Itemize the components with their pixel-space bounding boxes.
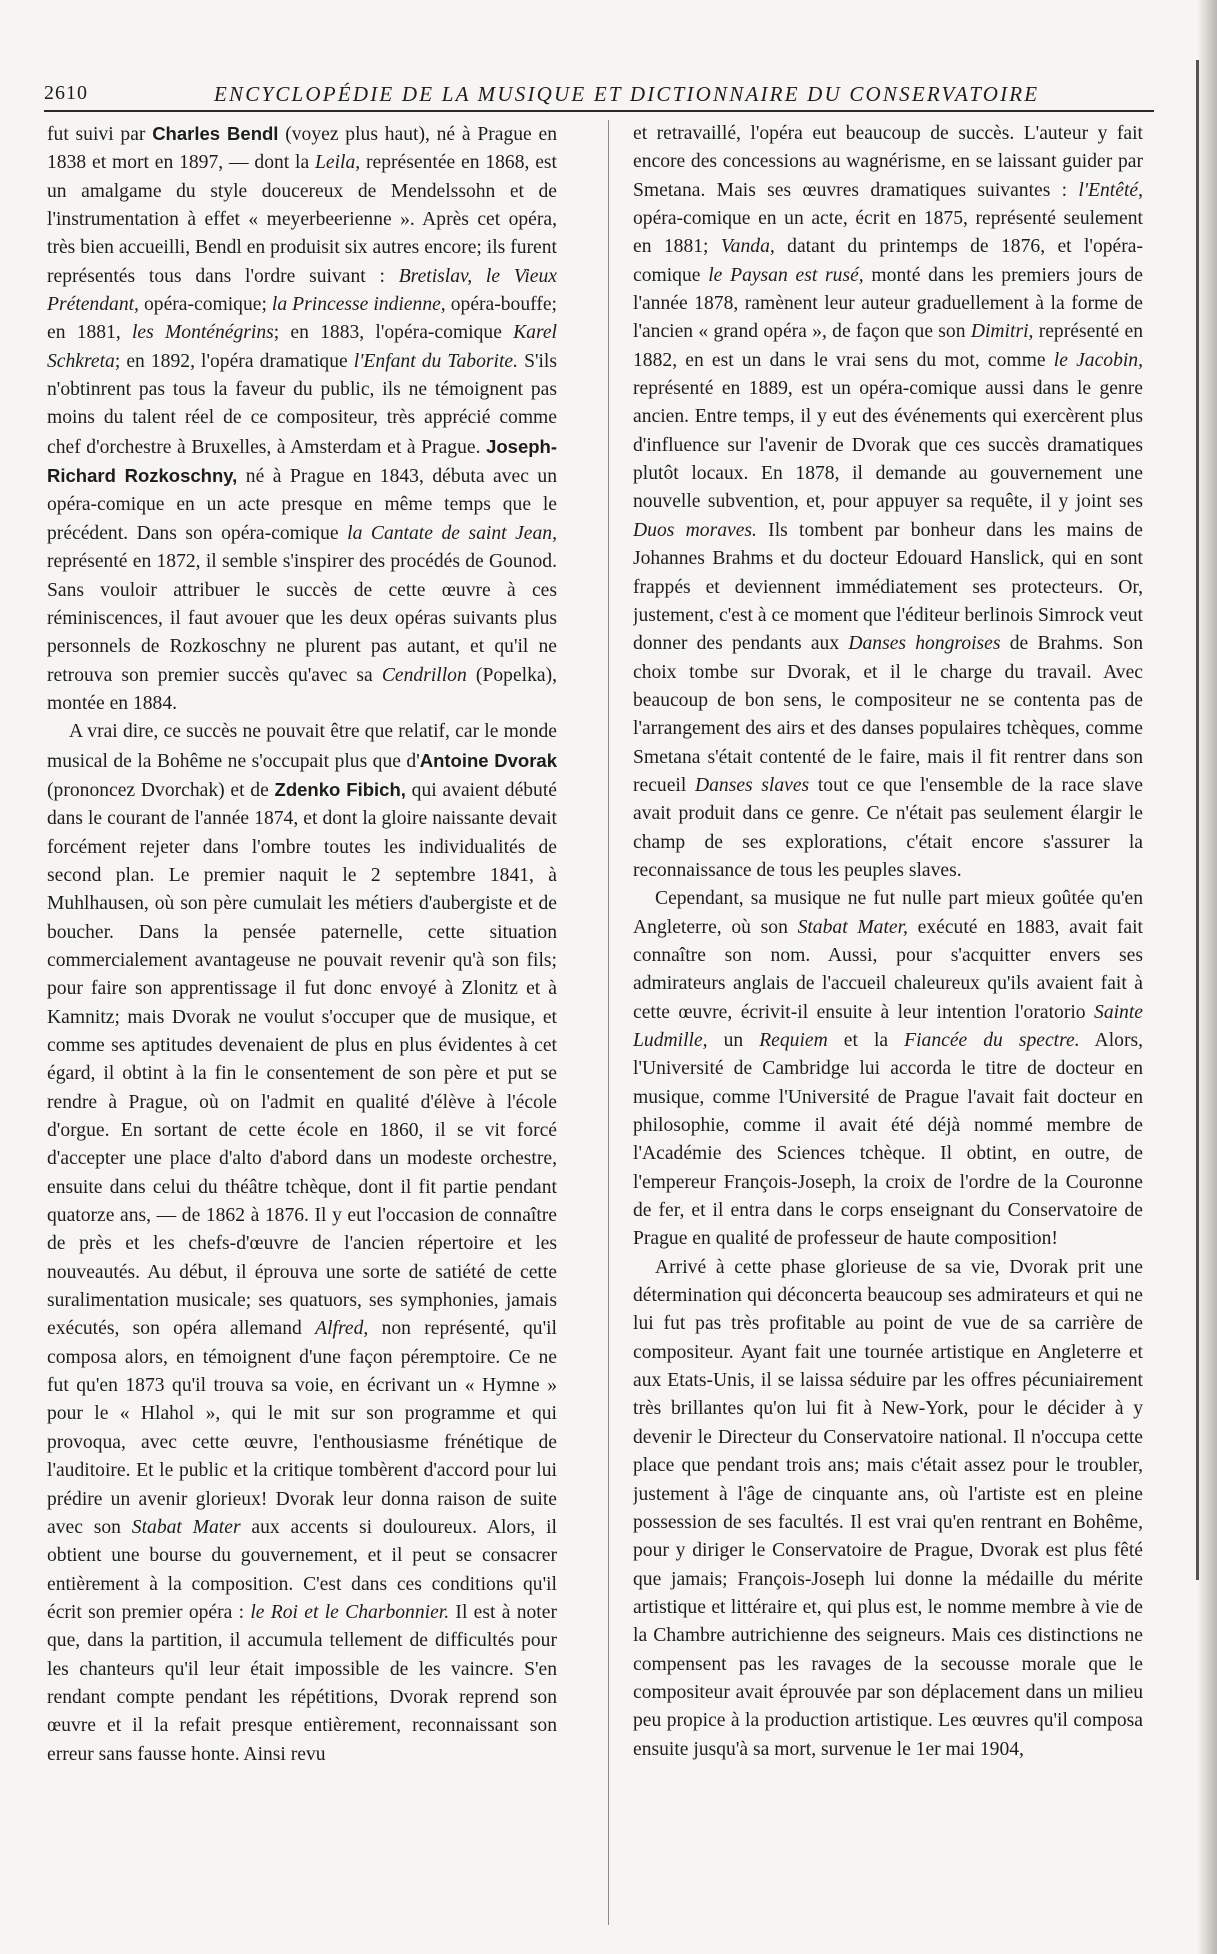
paragraph: Cependant, sa musique ne fut nulle part mieux goûtée qu'en Angleterre, où son Stabat Mater, exécuté en 1883, avait fait connaître son nom. Aussi, pour s'acquitter envers ses admirateurs anglais de l'accueil chaleureux qu'ils avaient fait à cette œuvre, écrivit-il ensuite à leur intention l'oratorio Sainte Ludmille, un Requiem et la Fiancée du spectre. Alors, l'Université de Cambridge lui accorda le titre de docteur en musique, comme l'Université de Prague l'avait fait docteur en philosophie, comme il avait été déjà nommé membre de l'Académie des Sciences tchèque. Il obtint, en outre, de l'empereur François-Joseph, la croix de l'ordre de la Couronne de fer, et il entra dans le corps enseignant du Conservatoire de Prague en qualité de professeur de haute composition! — [633, 888, 1143, 1250]
bold-name: Zdenko Fibich, — [274, 778, 406, 800]
italic-title: la Cantate de saint Jean, — [347, 522, 557, 544]
italic-title: Dimitri, — [970, 321, 1034, 343]
right-column — [633, 120, 1143, 1930]
italic-title: Stabat Mater, — [797, 916, 908, 938]
running-title: ENCYCLOPÉDIE DE LA MUSIQUE ET DICTIONNAIRE DU CONSERVATOIRE — [214, 82, 1040, 106]
italic-title: la Princesse indienne, — [271, 294, 446, 316]
paragraph: fut suivi par Charles Bendl (voyez plus haut), né à Prague en 1838 et mort en 1897, — dont la Leila, représentée en 1868, est un amalgame du style doucereux de Mendelssohn et de l'instrumentation à effet « meyerbeerienne ». Après cet opéra, très bien accueilli, Bendl en produisit six autres encore; ils furent représentés tous dans l'ordre suivant : Bretislav, le Vieux Prétendant, opéra-comique; la Princesse indienne, opéra-bouffe; en 1881, les Monténégrins; en 1883, l'opéra-comique Karel Schkreta; en 1892, l'opéra dramatique l'Enfant du Taborite. S'ils n'obtinrent pas tous la faveur du public, ils ne témoignent pas moins du talent réel de ce compositeur, très apprécié comme chef d'orchestre à Bruxelles, à Amsterdam et à Prague. Joseph-Richard Rozkoschny, né à Prague en 1843, débuta avec un opéra-comique en un acte presque en même temps que le précédent. Dans son opéra-comique la Cantate de saint Jean, représenté en 1872, il semble s'inspirer des procédés de Gounod. Sans vouloir attribuer le succès de cette œuvre à ces réminiscences, il faut avouer que les deux opéras suivants plus personnels de Rozkoschny ne plurent pas autant, et qu'il ne retrouva son premier succès qu'avec sa Cendrillon (Popelka), montée en 1884. — [47, 123, 557, 714]
italic-title: les Monténégrins — [131, 322, 274, 344]
italic-title: Sainte Ludmille, — [633, 1001, 1143, 1051]
italic-title: Duos moraves. — [633, 519, 757, 541]
paragraph: et retravaillé, l'opéra eut beaucoup de succès. L'auteur y fait encore des concessions au wagnérisme, en se laissant guider par Smetana. Mais ses œuvres dramatiques suivantes : l'Entêté, opéra-comique en un acte, écrit en 1875, représenté seulement en 1881; Vanda, datant du printemps de 1876, et l'opéra-comique le Paysan est rusé, monté dans les premiers jours de l'année 1878, ramènent leur auteur graduellement à la forme de l'ancien « grand opéra », de façon que son Dimitri, représenté en 1882, en est un dans le vrai sens du mot, comme le Jacobin, représenté en 1889, est un opéra-comique aussi dans le genre ancien. Entre temps, il y eut des événements qui exercèrent plus d'influence sur l'avenir de Dvorak que ces succès dramatiques plutôt locaux. En 1878, il demande au gouvernement une nouvelle subvention, et, pour appuyer sa requête, il y joint ses Duos moraves. Ils tombent par bonheur dans les mains de Johannes Brahms et du docteur Edouard Hanslick, qui en sont frappés et deviennent immédiatement ses protecteurs. Or, justement, c'est à ce moment que l'éditeur berlinois Simrock veut donner des pendants aux Danses hongroises de Brahms. Son choix tombe sur Dvorak, et il le charge du travail. Avec beaucoup de bon sens, le compositeur ne se contenta pas de l'arrangement des airs et des danses populaires tchèques, comme Smetana s'était contenté de le faire, mais il fit rentrer dans son recueil Danses slaves tout ce que l'ensemble de la race slave avait produit dans ce genre. Ce n'était pas seulement élargir le champ de ses explorations, c'était encore s'assurer la reconnaissance de tous les peuples slaves. — [633, 123, 1143, 881]
column-divider — [608, 120, 609, 1925]
bold-name: Charles Bendl — [152, 123, 279, 144]
paragraph: A vrai dire, ce succès ne pouvait être que relatif, car le monde musical de la Bohême ne s'occupait plus que d'Antoine Dvorak (prononcez Dvorchak) et de Zdenko Fibich, qui avaient débuté dans le courant de l'année 1874, et dont la gloire naissante devait forcément rejeter dans l'ombre toutes les individualités de second plan. Le premier naquit le 2 septembre 1841, à Muhlhausen, où son père cumulait les métiers d'aubergiste et de boucher. Dans la pensée paternelle, cette situation commercialement avantageuse ne pouvait revenir qu'à son fils; pour faire son apprentissage il fut donc envoyé à Zlonitz et à Kamnitz; mais Dvorak ne voulut s'occuper que de musique, et comme ses aptitudes devenaient de plus en plus évidentes à cet égard, il obtint à la fin le consentement de son père et put se rendre à Prague, où on l'admit en qualité d'élève à l'école d'orgue. En sortant de cette école en 1860, il se vit forcé d'accepter une place d'alto d'abord dans un modeste orchestre, ensuite dans celui du théâtre tchèque, dont il fit partie pendant quatorze ans, — de 1862 à 1876. Il y eut l'occasion de connaître de près et les chefs-d'œuvre de l'ancien répertoire et les nouveautés. Au début, il éprouva une sorte de satiété de cette suralimentation musicale; ses quatuors, ses symphonies, jamais exécutés, son opéra allemand Alfred, non représenté, qu'il composa alors, en témoignent d'une façon péremptoire. Ce ne fut qu'en 1873 qu'il trouva sa voie, en écrivant un « Hymne » pour le « Hlahol », qui le mit sur son programme et qui provoqua, avec cette œuvre, l'enthousiasme frénétique de l'auditoire. Et le public et la critique tombèrent d'accord pour lui prédire un avenir glorieux! Dvorak leur donna raison de suite avec son Stabat Mater aux accents si douloureux. Alors, il obtient une bourse du gouvernement, et il peut se consacrer entièrement à la composition. C'est dans ces conditions qu'il écrit son premier opéra : le Roi et le Charbonnier. Il est à noter que, dans la partition, il accumula tellement de difficultés pour les chanteurs qu'il leur était impossible de les vaincre. S'en rendant compte pendant les répétitions, Dvorak reprend son œuvre et il la refait presque entièrement, reconnaissant son erreur sans fausse honte. Ainsi revu — [47, 721, 557, 1765]
italic-title: le Paysan est rusé, — [708, 264, 864, 286]
italic-title: l'Enfant du Taborite. — [353, 350, 518, 372]
italic-title: Requiem — [759, 1030, 828, 1051]
bold-name: Joseph-Richard Rozkoschny, — [47, 435, 557, 487]
italic-title: Leila, — [315, 152, 361, 174]
italic-title: le Roi et le Charbonnier. — [250, 1601, 450, 1623]
binding-edge-line — [1196, 60, 1199, 1580]
bold-name: Antoine Dvorak — [419, 749, 557, 771]
italic-title: le Jacobin, — [1053, 349, 1143, 371]
italic-title: Danses slaves — [694, 774, 810, 796]
page-number: 2610 — [44, 82, 88, 104]
page-edge-shadow — [1197, 0, 1217, 1954]
italic-title: l'Entêté, — [1078, 179, 1143, 201]
italic-title: Karel Schkreta — [47, 322, 557, 372]
paragraph: Arrivé à cette phase glorieuse de sa vie, Dvorak prit une détermination qui déconcerta beaucoup ses admirateurs et qui ne lui fut pas très profitable au point de vue de sa carrière de compositeur. Ayant fait une tournée artistique en Angleterre et aux Etats-Unis, il se laissa séduire par les offres pécuniairement très brillantes qu'on lui fit à New-York, pour le décider à y devenir le Directeur du Conservatoire national. Il n'occupa cette place que pendant trois ans; mais c'était assez pour le troubler, justement à l'âge de cinquante ans, où l'artiste est en pleine possession de ses facultés. Il est vrai qu'en rentrant en Bohême, pour y diriger le Conservatoire de Prague, Dvorak est plus fêté que jamais; François-Joseph lui donne la médaille du mérite artistique et littéraire et, qui plus est, le nomme membre à vie de la Chambre autrichienne des seigneurs. Mais ces distinctions ne compensent pas les ravages de la secousse morale que le compositeur avait éprouvée par son déplacement dans un milieu peu propice à la production artistique. Les œuvres qu'il composa ensuite jusqu'à sa mort, survenue le 1er mai 1904, — [633, 1256, 1143, 1760]
italic-title: Alfred, — [315, 1318, 369, 1340]
left-column — [47, 120, 557, 1930]
page-header — [44, 82, 1154, 112]
italic-title: Vanda, — [720, 236, 775, 258]
italic-title: Cendrillon — [381, 664, 467, 686]
italic-title: Fiancée du spectre. — [904, 1030, 1080, 1051]
italic-title: Bretislav, le Vieux Prétendant, — [47, 265, 557, 316]
italic-title: Stabat Mater — [131, 1516, 241, 1538]
italic-title: Danses hongroises — [848, 633, 1001, 655]
